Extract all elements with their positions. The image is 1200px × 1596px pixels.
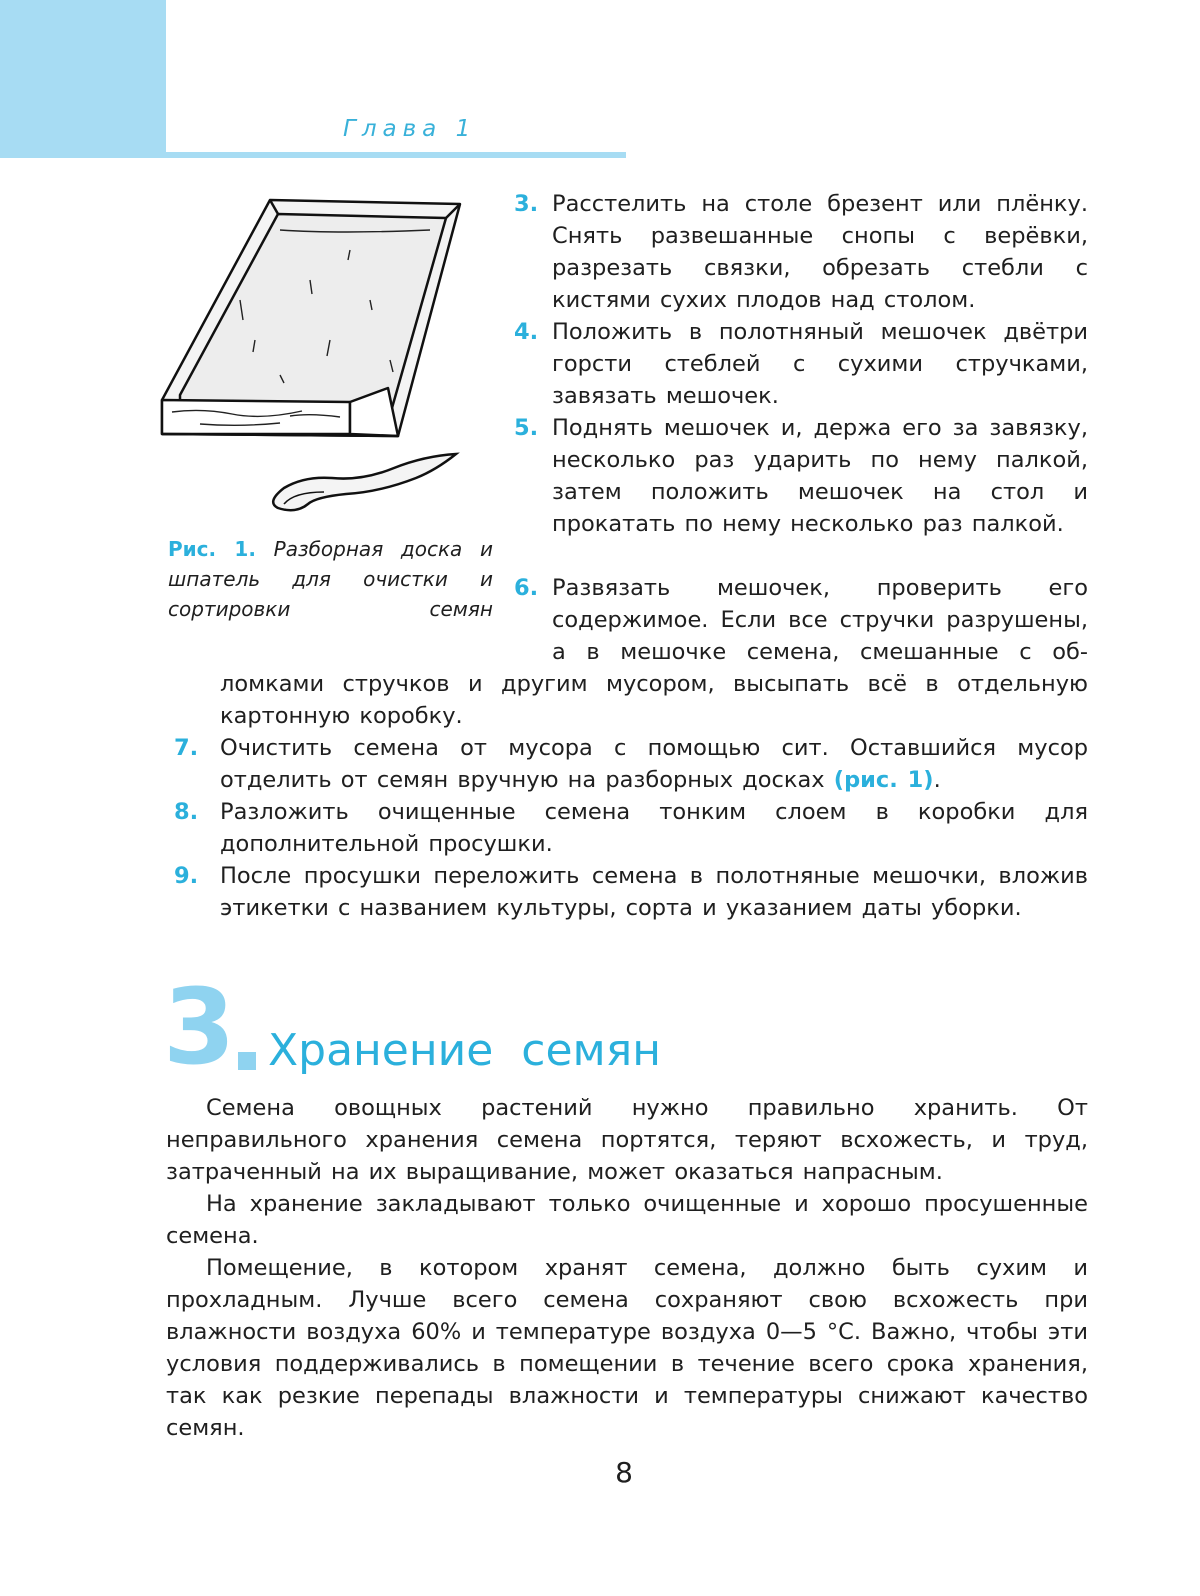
figure-reference: (рис. 1) (833, 767, 934, 793)
paragraph-1 (166, 1092, 1088, 1188)
step-text: Поднять мешочек и, держа его за завязку, несколько раз ударить по нему палкой, затем положить мешочек на стол и прокатать по нему несколько раз палкой. (552, 415, 1088, 537)
paragraph-2 (166, 1188, 1088, 1252)
figure-caption-label: Рис. 1. (168, 537, 256, 561)
spatula (273, 454, 456, 510)
list-item-step-6 (514, 572, 1088, 668)
figure-caption (168, 534, 493, 624)
step-text: Расстелить на столе брезент или плёнку. Снять развешанные снопы с верёвки, разрезать связки, обрезать стебли с кистями сухих плодов над столом. (552, 191, 1088, 313)
figure-caption-text: Разборная доска и шпатель для очистки и сортировки семян (168, 537, 493, 621)
list-item-step-7 (174, 732, 1088, 796)
list-item-step-4 (514, 316, 1088, 412)
list-item-step-8 (174, 796, 1088, 860)
step-text-main: Очистить семена от мусора с помощью сит. Оставшийся мусор отделить от семян вручную на разборных досках (220, 735, 1088, 793)
step-number: 7. (174, 735, 199, 761)
step-number: 4. (514, 319, 539, 345)
header-rule (166, 152, 626, 158)
list-item-step-3 (514, 188, 1088, 316)
list-item-step-6-continued (220, 668, 1088, 732)
list-item-step-5 (514, 412, 1088, 540)
section-number: 3 (163, 966, 236, 1088)
header-corner-block (0, 0, 166, 158)
step-number: 5. (514, 415, 539, 441)
paragraph-text: Семена овощных растений нужно правильно хранить. От неправильного хранения семена портятся, теряют всхожесть, и труд, затраченный на их выращивание, может оказаться напрасным. (166, 1095, 1088, 1185)
paragraph-3 (166, 1252, 1088, 1444)
section-marker (238, 1052, 256, 1070)
section-title: Хранение семян (268, 1025, 661, 1076)
step-number: 8. (174, 799, 199, 825)
step-text (220, 732, 1088, 796)
chapter-label: Глава 1 (343, 116, 477, 142)
step-text: Развязать мешочек, проверить его содержимое. Если все стручки разрушены, а в мешочке семена, смешанные с об- (552, 575, 1088, 665)
step-text: ломками стручков и другим мусором, высыпать всё в отдельную картонную коробку. (220, 671, 1088, 729)
paragraph-text: На хранение закладывают только очищенные и хорошо просушенные семена. (166, 1191, 1088, 1249)
step-number: 6. (514, 575, 539, 601)
step-text-tail: . (933, 767, 941, 793)
step-text: Положить в полотняный мешочек двётри горсти стеблей с сухими стручками, завязать мешочек. (552, 319, 1088, 409)
page-number: 8 (615, 1456, 633, 1489)
step-number: 9. (174, 863, 199, 889)
sorting-board-illustration (160, 190, 480, 530)
figure-sorting-board (160, 190, 480, 530)
list-item-step-9 (174, 860, 1088, 924)
paragraph-text: Помещение, в котором хранят семена, должно быть сухим и прохладным. Лучше всего семена сохраняют свою всхожесть при влажности воздуха 60% и температуре воздуха 0—5 °С. Важно, чтобы эти условия поддерживались в помещении в течение всего срока хранения, так как резкие перепады влажности и температуры снижают качество семян. (166, 1255, 1088, 1441)
step-text: Разложить очищенные семена тонким слоем в коробки для дополнительной просушки. (220, 799, 1088, 857)
step-text: После просушки переложить семена в полотняные мешочки, вложив этикетки с названием культуры, сорта и указанием даты уборки. (220, 863, 1088, 921)
step-number: 3. (514, 191, 539, 217)
